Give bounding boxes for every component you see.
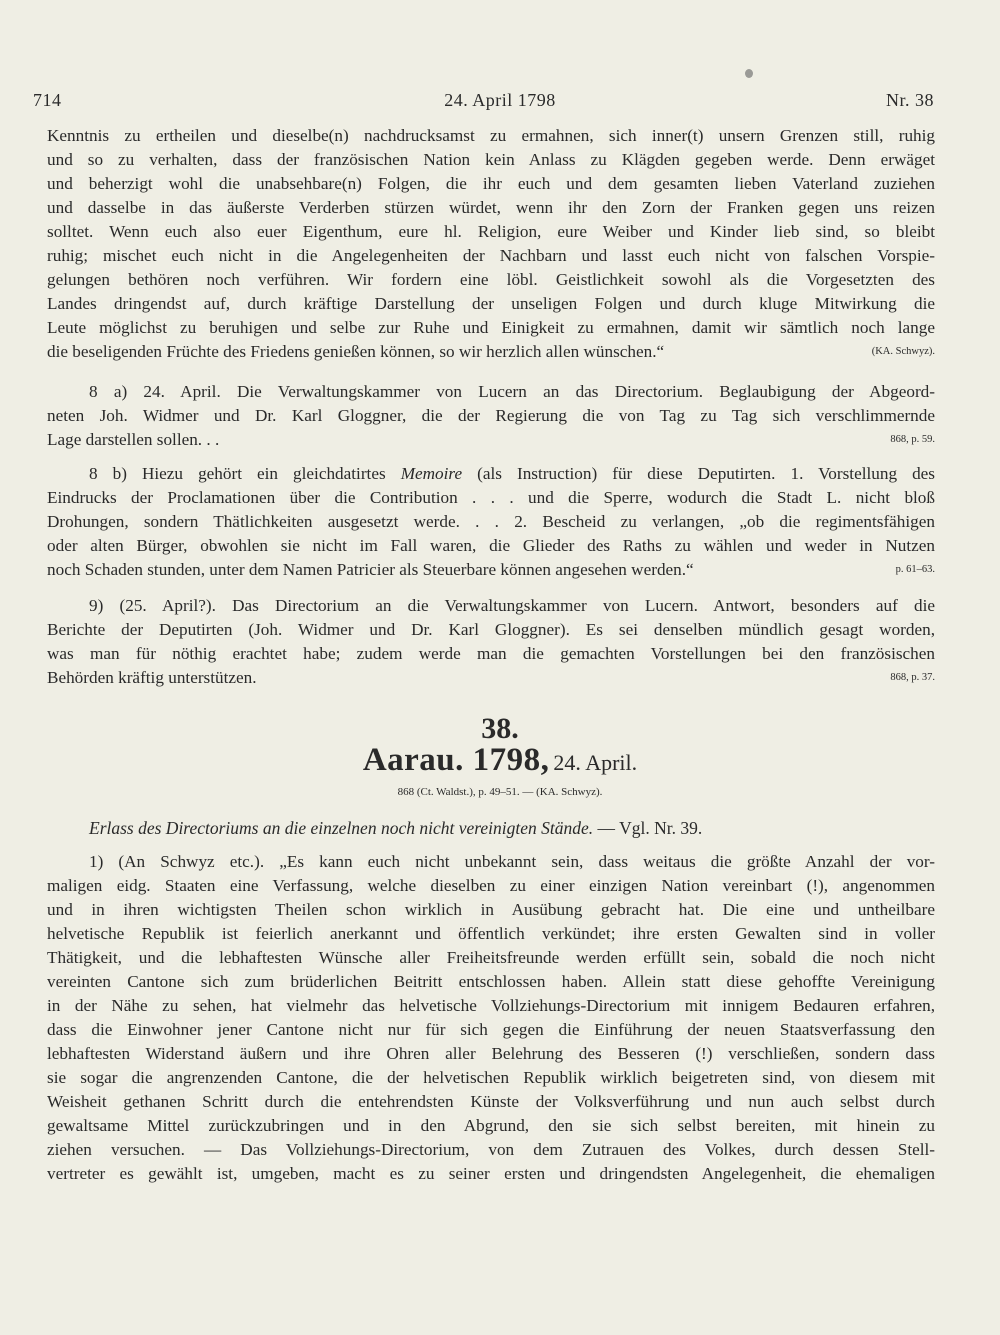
text-line: in der Nähe zu sehen, hat vielmehr das helvetische Vollziehungs-Directorium mit innigem Bedauren erfahren, — [47, 996, 935, 1015]
text-line: sie sogar die angrenzenden Cantone, die der helvetischen Republik wirklich beigetreten sind, von diesem mit — [47, 1068, 935, 1087]
text-line: dass die Einwohner jener Cantone nicht nur für sich gegen die Einführung der neuen Staatsverfassung den — [47, 1020, 935, 1039]
text-line: vertreter es gewählt ist, umgeben, macht es zu seiner ersten und dringendsten Angelegenheit, die ehemaligen — [47, 1164, 935, 1183]
text-line — [47, 462, 935, 485]
text-line: helvetische Republik ist feierlich anerkannt und öffentlich verkündet; ihre ersten Gewalten sind in voller — [47, 924, 935, 943]
text-line — [47, 340, 935, 363]
source-reference: p. 61–63. — [895, 564, 935, 575]
document-date: 24. April. — [553, 750, 638, 775]
ink-spot — [745, 69, 753, 78]
document-title — [0, 742, 1000, 779]
text-line: vereinten Cantone sich zum brüderlichen Beitritt entschlossen haben. Allein statt diese gehoffte Vereinigung — [47, 972, 935, 991]
text-line: gewaltsame Mittel zurückzubringen und in den Abgrund, den sie sich selbst bereiten, mit hinein zu — [47, 1116, 935, 1135]
text-line: ruhig; mischet euch nicht in die Angelegenheiten der Nachbarn und lasst euch nicht von falschen Vorspie- — [47, 246, 935, 265]
text-line: Kenntnis zu ertheilen und dieselbe(n) nachdrucksamst zu ermahnen, sich inner(t) unsern Grenzen still, ruhig — [47, 126, 935, 145]
subtitle-reference: — Vgl. Nr. 39. — [597, 818, 703, 838]
text-line: Eindrucks der Proclamationen über die Contribution . . . und die Sperre, wodurch die Stadt L. nicht bloß — [47, 488, 935, 507]
running-header-number: Nr. 38 — [886, 90, 934, 110]
document-subtitle — [89, 818, 702, 839]
text-span: 8 b) Hiezu gehört ein gleichdatirtes — [89, 464, 401, 483]
document-source: 868 (Ct. Waldst.), p. 49–51. — (KA. Schwyz). — [397, 786, 603, 798]
text-line: Leute möglichst zu beruhigen und selbe zur Ruhe und Einigkeit zu ermahnen, damit wir sämtlich noch lange — [47, 318, 935, 337]
source-reference: 868, p. 59. — [890, 434, 935, 445]
text-line: neten Joh. Widmer und Dr. Karl Gloggner, die der Regierung die von Tag zu Tag sich verschlimmernde — [47, 406, 935, 425]
source-reference: 868, p. 37. — [890, 672, 935, 683]
text-line: Landes dringendst auf, durch kräftige Darstellung der unseligen Folgen und durch kluge Mitwirkung die — [47, 294, 935, 313]
text-line: Thätigkeit, und die lebhaftesten Wünsche aller Freiheitsfreunde werden erfüllt sein, sobald die noch nicht — [47, 948, 935, 967]
text-line: solltet. Wenn euch also euer Eigenthum, eure hl. Religion, eure Weiber und Kinder lieb sind, so bleibt — [47, 222, 935, 241]
text-line: und in ihren wichtigsten Theilen schon wirklich in Ausübung gebracht hat. Die eine und untheilbare — [47, 900, 935, 919]
text-line: oder alten Bürger, obwohlen sie nicht im Fall waren, die Glieder des Raths zu wählen und weder in Nutzen — [47, 536, 935, 555]
text-line: lebhaftesten Widerstand äußern und ihre Ohren aller Belehrung des Besseren (!) verschließen, sondern dass — [47, 1044, 935, 1063]
text-line: 1) (An Schwyz etc.). „Es kann euch nicht unbekannt sein, dass weitaus die größte Anzahl der vor- — [89, 852, 935, 871]
page-number: 714 — [33, 90, 62, 110]
text-line: und beherzigt wohl die unabsehbare(n) Folgen, die ihr euch und dem gesamten lieben Vaterland zuziehen — [47, 174, 935, 193]
text-line: 9) (25. April?). Das Directorium an die Verwaltungskammer von Lucern. Antwort, besonders auf die — [89, 596, 935, 615]
text-line: gelungen bethören noch verführen. Wir fordern eine löbl. Geistlichkeit sowohl als die Vorgesetzten des — [47, 270, 935, 289]
subtitle-text: Erlass des Directoriums an die einzelnen noch nicht vereinigten Stände. — [89, 818, 594, 838]
text-line: Weisheit gethanen Schritt durch die entehrendsten Künste der Volksverführung und nun auch selbst durch — [47, 1092, 935, 1111]
text-line: Drohungen, sondern Thätlichkeiten ausgesetzt werde. . . 2. Bescheid zu verlangen, „ob die regimentsfähigen — [47, 512, 935, 531]
italic-term: Memoire — [400, 464, 463, 483]
text-line: was man für nöthig erachtet habe; zudem werde man die gemachten Vorstellungen bei den französischen — [47, 644, 935, 663]
document-number: 38. — [481, 712, 519, 745]
text-line — [47, 558, 935, 581]
source-reference: (KA. Schwyz). — [871, 346, 935, 357]
text-line: 8 a) 24. April. Die Verwaltungskammer von Lucern an das Directorium. Beglaubigung der Abgeord- — [89, 382, 935, 401]
document-place-year: Aarau. 1798, — [362, 742, 550, 778]
text-line: und dasselbe in das äußerste Verderben stürzen würdet, wenn ihr den Zorn der Franken gegen uns reizen — [47, 198, 935, 217]
text-span: Lage darstellen sollen. . . — [47, 430, 220, 449]
text-span: die beseligenden Früchte des Friedens genießen können, so wir herzlich allen wünschen.“ — [47, 342, 665, 361]
text-line: Berichte der Deputirten (Joh. Widmer und Dr. Karl Gloggner). Es sei denselben mündlich gesagt worden, — [47, 620, 935, 639]
running-header-date: 24. April 1798 — [444, 90, 556, 110]
text-span: Behörden kräftig unterstützen. — [47, 668, 257, 687]
text-line: und so zu verhalten, dass der französischen Nation kein Anlass zu Klägden gegeben werde. Denn erwäget — [47, 150, 935, 169]
text-line — [47, 666, 935, 689]
text-line — [47, 428, 935, 451]
text-line: ziehen versuchen. — Das Vollziehungs-Directorium, von dem Zutrauen des Volkes, durch dessen Stell- — [47, 1140, 935, 1159]
text-span: noch Schaden stunden, unter dem Namen Patricier als Steuerbare können angesehen werden.“ — [47, 560, 694, 579]
text-line: maligen eidg. Staaten eine Verfassung, welche dieselben zu einer einzigen Nation vereinbart (!), angenommen — [47, 876, 935, 895]
text-span: (als Instruction) für diese Deputirten. 1. Vorstellung des — [462, 464, 935, 483]
